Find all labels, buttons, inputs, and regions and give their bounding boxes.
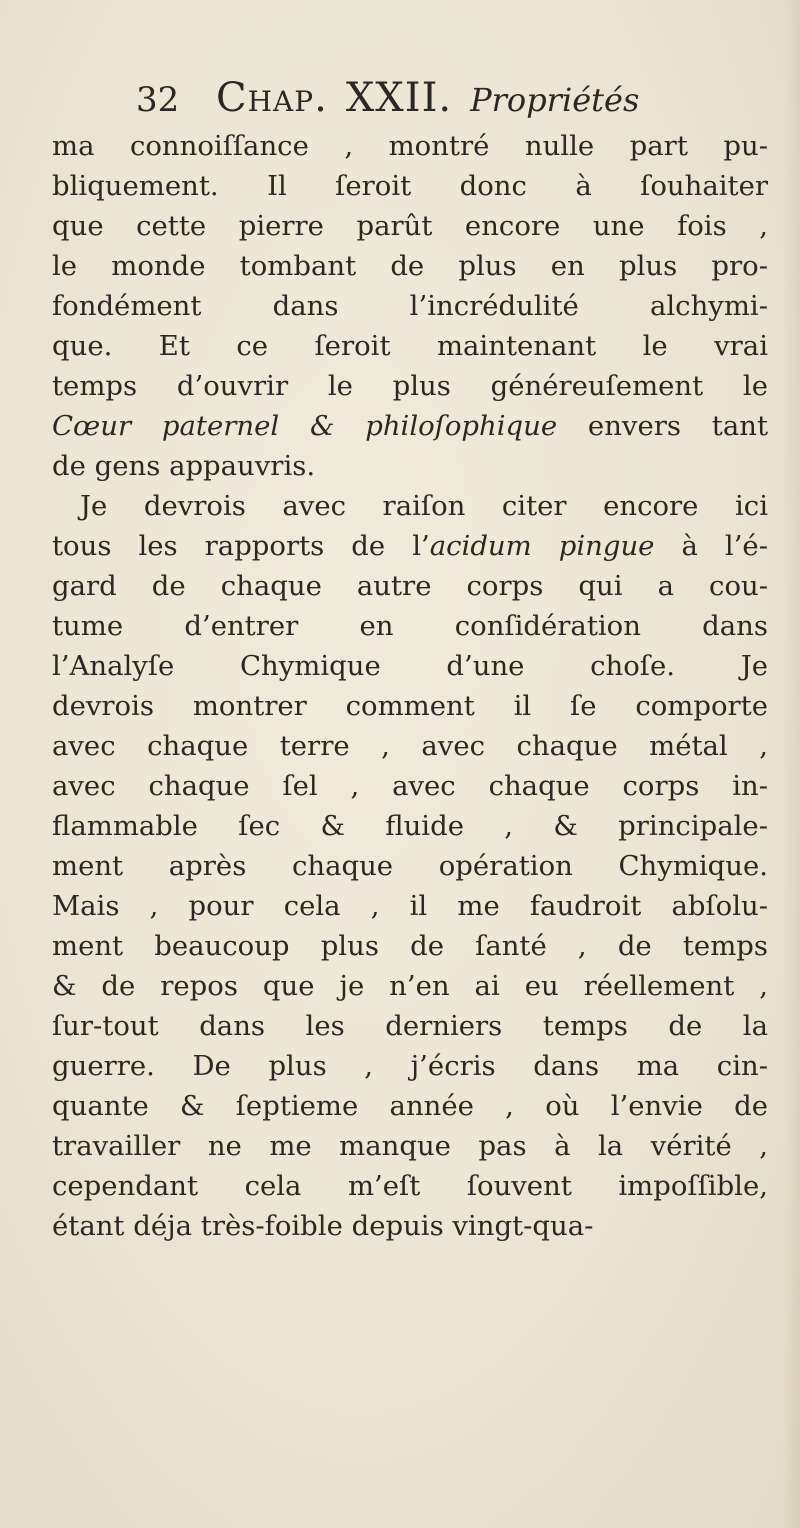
chapter-number: XXII. [345,75,453,121]
text-line [52,1046,768,1086]
text-line [52,646,768,686]
text-line [52,246,768,286]
page-number: 32 [136,80,180,120]
text-segment: guerre. De plus , j’écris dans ma cin- [52,1050,768,1082]
text-segment: temps d’ouvrir le plus généreuſement le [52,370,768,402]
text-line [52,526,768,566]
text-line [52,966,768,1006]
text-segment: ment après chaque opération Chymique. [52,850,768,882]
text-segment: à l’é- [654,530,768,562]
page-edge-shadow [782,0,800,1528]
text-line [52,606,768,646]
italic-text-segment: Cœur paternel & philoſophique [52,410,558,442]
text-line [52,1086,768,1126]
text-segment: travailler ne me manque pas à la vérité , [52,1130,768,1162]
text-segment: que cette pierre parût encore une fois , [52,210,768,242]
text-line [52,1126,768,1166]
text-line [52,806,768,846]
italic-text-segment: acidum pingue [429,530,655,562]
text-line [52,126,768,166]
text-line [52,846,768,886]
running-header [52,70,768,126]
text-line [52,1006,768,1046]
body-text [52,126,768,1246]
text-segment: fondément dans l’incrédulité alchymi- [52,290,768,322]
text-line [52,326,768,366]
text-segment: étant déja très-foible depuis vingt-qua- [52,1210,594,1242]
text-segment: cependant cela m’eſt ſouvent impoſſible, [52,1170,768,1202]
text-segment: avec chaque ſel , avec chaque corps in- [52,770,768,802]
text-line [52,1166,768,1206]
text-line [52,206,768,246]
text-line [52,926,768,966]
text-line [52,686,768,726]
text-segment: ſur-tout dans les derniers temps de la [52,1010,768,1042]
text-segment: Mais , pour cela , il me faudroit abſolu- [52,890,768,922]
text-segment: quante & ſeptieme année , où l’envie de [52,1090,768,1122]
text-segment: ment beaucoup plus de ſanté , de temps [52,930,768,962]
text-segment: ma connoiſſance , montré nulle part pu- [52,130,768,162]
text-segment: & de repos que je n’en ai eu réellement , [52,970,768,1002]
text-segment: Je devrois avec raiſon citer encore ici [80,490,768,522]
page-text-block [52,70,768,1246]
text-line [52,406,768,446]
text-line [52,566,768,606]
chapter-label: Chap. [216,75,328,121]
text-segment: tous les rapports de l’ [52,530,430,562]
text-line [52,166,768,206]
text-segment: le monde tombant de plus en plus pro- [52,250,768,282]
text-line [52,726,768,766]
text-line [52,886,768,926]
text-segment: gard de chaque autre corps qui a cou- [52,570,768,602]
running-title: Propriétés [470,81,640,119]
text-segment: tume d’entrer en conſidération dans [52,610,768,642]
text-line [52,286,768,326]
text-segment: avec chaque terre , avec chaque métal , [52,730,768,762]
text-segment: devrois montrer comment il ſe comporte [52,690,768,722]
text-segment: que. Et ce ſeroit maintenant le vrai [52,330,768,362]
text-line [52,766,768,806]
text-line [52,1206,768,1246]
text-segment: de gens appauvris. [52,450,316,482]
text-segment: bliquement. Il ſeroit donc à ſouhaiter [52,170,768,202]
text-segment: envers tant [557,410,768,442]
text-line [52,446,768,486]
text-line [52,366,768,406]
text-segment: l’Analyſe Chymique d’une choſe. Je [52,650,768,682]
text-segment: flammable ſec & fluide , & principale- [52,810,768,842]
text-line [52,486,768,526]
